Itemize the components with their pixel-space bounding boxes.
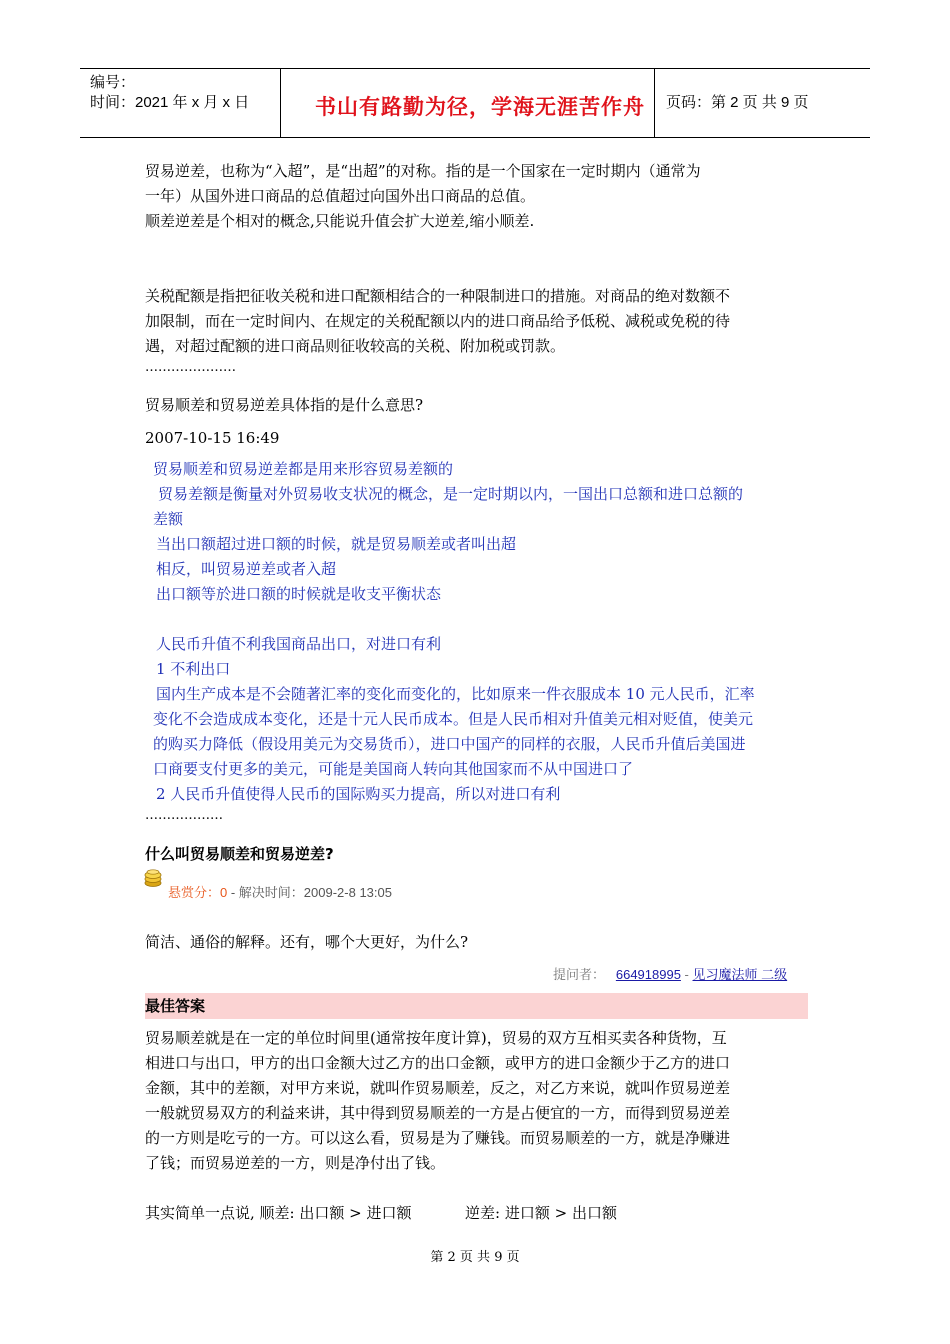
asker-info bbox=[553, 964, 787, 983]
text-line: 遇，对超过配额的进口商品则征收较高的关税、附加税或罚款。 bbox=[145, 337, 566, 355]
asker-id-link[interactable]: 664918995 bbox=[615, 967, 681, 982]
text-line: 相反，叫贸易逆差或者入超 bbox=[156, 560, 337, 578]
question-text: 简洁、通俗的解释。还有，哪个大更好，为什么? bbox=[145, 933, 469, 951]
page-header bbox=[80, 68, 870, 138]
asker-separator: - bbox=[680, 967, 693, 982]
text-line: 顺差逆差是个相对的概念,只能说升值会扩大逆差,缩小顺差. bbox=[145, 212, 535, 230]
text-line: 变化不会造成成本变化，还是十元人民币成本。但是人民币相对升值美元相对贬值，使美元 bbox=[153, 710, 754, 728]
text-line: 一年）从国外进口商品的总值超过向国外出口商品的总值。 bbox=[145, 187, 536, 205]
separator-dots: ……………… bbox=[145, 808, 223, 823]
blue-answer-block bbox=[153, 457, 833, 807]
text-line: 1 不利出口 bbox=[156, 660, 231, 678]
summary-surplus: 其实简单一点说, 顺差: 出口额 > 进口额 bbox=[145, 1204, 412, 1222]
text-line: 了钱；而贸易逆差的一方，则是净付出了钱。 bbox=[145, 1154, 446, 1172]
text-line: 的一方则是吃亏的一方。可以这么看，贸易是为了赚钱。而贸易顺差的一方，就是净赚进 bbox=[145, 1129, 731, 1147]
text-line: 相进口与出口，甲方的出口金额大过乙方的出口金额，或甲方的进口金额少于乙方的进口 bbox=[145, 1054, 731, 1072]
text-line: 差额 bbox=[153, 510, 184, 528]
separator-dots: ………………… bbox=[145, 360, 236, 375]
text-line: 一般就贸易双方的利益来讲，其中得到贸易顺差的一方是占便宜的一方，而得到贸易逆差 bbox=[145, 1104, 731, 1122]
paragraph-trade-deficit bbox=[145, 159, 810, 234]
reward-label: 悬赏分： bbox=[168, 885, 221, 900]
text-line: 贸易逆差，也称为“入超”，是“出超”的对称。指的是一个国家在一定时期内（通常为 bbox=[145, 162, 701, 180]
asker-label: 提问者： bbox=[553, 967, 606, 982]
qa-title: 什么叫贸易顺差和贸易逆差? bbox=[145, 845, 334, 863]
summary-line bbox=[145, 1201, 810, 1226]
text-line: 人民币升值不利我国商品出口，对进口有利 bbox=[156, 635, 442, 653]
spacer bbox=[153, 607, 833, 632]
serial-label: 编号： bbox=[90, 74, 136, 91]
text-line: 贸易差额是衡量对外贸易收支状况的概念，是一定时期以内，一国出口总额和进口总额的 bbox=[158, 485, 744, 503]
text-line: 加限制，而在一定时间内、在规定的关税配额以内的进口商品给予低税、减税或免税的待 bbox=[145, 312, 731, 330]
header-divider bbox=[280, 69, 281, 137]
reward-info bbox=[168, 882, 392, 901]
question-date: 2007-10-15 16:49 bbox=[145, 429, 280, 447]
text-line: 口商要支付更多的美元，可能是美国商人转向其他国家而不从中国进口了 bbox=[153, 760, 634, 778]
text-line: 2 人民币升值使得人民币的国际购买力提高，所以对进口有利 bbox=[156, 785, 561, 803]
header-motto: 书山有路勤为径，学海无涯苦作舟 bbox=[315, 95, 645, 119]
asker-rank-link[interactable]: 见习魔法师 二级 bbox=[692, 967, 788, 982]
solve-time: - 解决时间：2009-2-8 13:05 bbox=[227, 885, 392, 900]
coin-icon bbox=[143, 868, 163, 888]
best-answer-label: 最佳答案 bbox=[145, 993, 808, 1019]
text-line: 关税配额是指把征收关税和进口配额相结合的一种限制进口的措施。对商品的绝对数额不 bbox=[145, 287, 731, 305]
paragraph-tariff-quota bbox=[145, 284, 810, 359]
reward-value: 0 bbox=[220, 885, 228, 900]
text-line: 贸易顺差和贸易逆差都是用来形容贸易差额的 bbox=[153, 460, 454, 478]
text-line: 的购买力降低（假设用美元为交易货币），进口中国产的同样的衣服，人民币升值后美国进 bbox=[153, 735, 746, 753]
text-line: 贸易顺差就是在一定的单位时间里(通常按年度计算)，贸易的双方互相买卖各种货物，互 bbox=[145, 1029, 727, 1047]
text-line: 当出口额超过进口额的时候，就是贸易顺差或者叫出超 bbox=[156, 535, 517, 553]
header-meta bbox=[90, 73, 249, 113]
summary-deficit: 逆差: 进口额 > 出口额 bbox=[465, 1204, 617, 1222]
text-line: 国内生产成本是不会随著汇率的变化而变化的，比如原来一件衣服成本 10 元人民币，汇率 bbox=[156, 685, 755, 703]
page-footer: 第 2 页 共 9 页 bbox=[430, 1250, 520, 1265]
question-heading: 贸易顺差和贸易逆差具体指的是什么意思? bbox=[145, 396, 424, 414]
date-label: 时间：2021 年 x 月 x 日 bbox=[90, 94, 250, 111]
text-line: 出口额等於进口额的时候就是收支平衡状态 bbox=[156, 585, 442, 603]
header-page-info: 页码：第 2 页 共 9 页 bbox=[666, 94, 809, 111]
best-answer-text bbox=[145, 1026, 815, 1176]
text-line: 金额，其中的差额，对甲方来说，就叫作贸易顺差，反之，对乙方来说，就叫作贸易逆差 bbox=[145, 1079, 731, 1097]
